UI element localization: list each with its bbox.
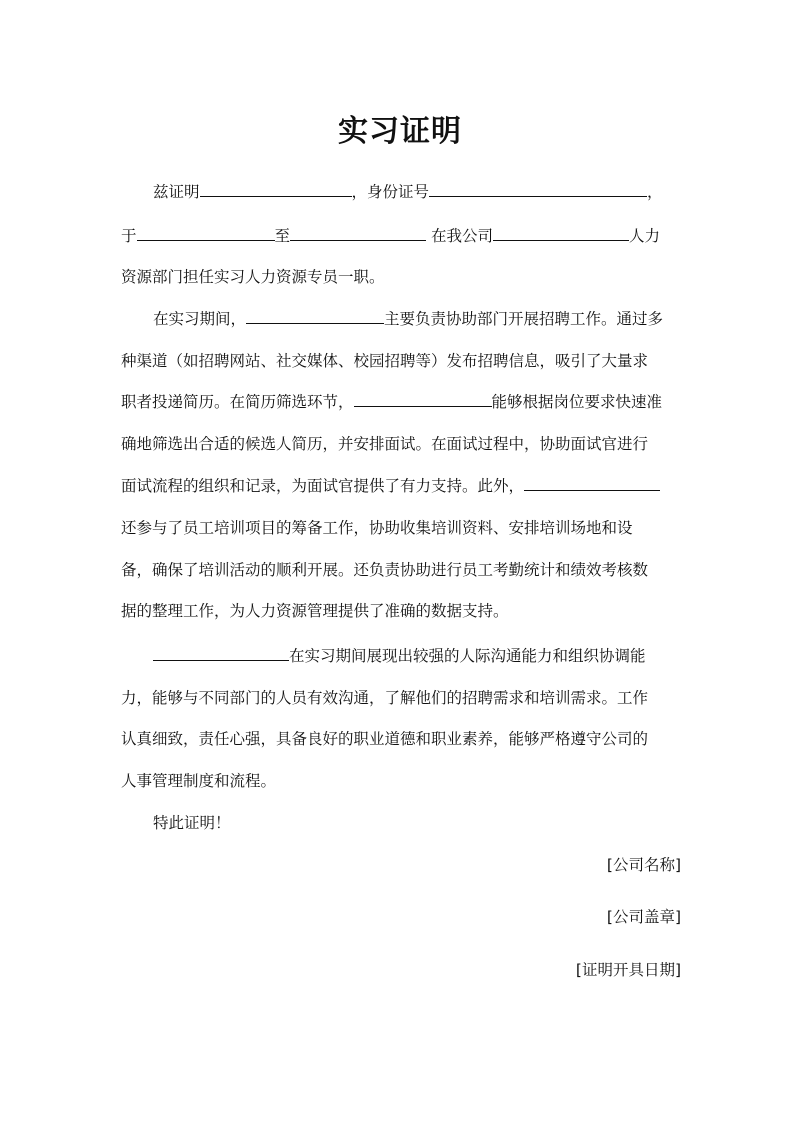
end-date-blank[interactable]	[290, 224, 426, 241]
paragraph-line	[121, 769, 681, 793]
issue-date-placeholder: [证明开具日期]	[575, 961, 681, 979]
text-segment: 特此证明！	[153, 814, 231, 832]
name-blank[interactable]	[153, 644, 289, 661]
paragraph-line	[121, 558, 681, 582]
paragraph-line	[121, 265, 681, 289]
text-segment: 人事管理制度和流程。	[121, 772, 277, 790]
text-segment: 资源部门担任实习人力资源专员一职。	[121, 268, 385, 286]
paragraph-line	[121, 686, 681, 710]
text-segment: 兹证明	[153, 183, 200, 201]
text-segment: 备，确保了培训活动的顺利开展。还负责协助进行员工考勤统计和绩效考核数	[121, 561, 649, 579]
text-segment: 确地筛选出合适的候选人简历，并安排面试。在面试过程中，协助面试官进行	[121, 435, 649, 453]
text-segment: 于	[121, 227, 137, 245]
paragraph-line	[121, 307, 713, 331]
text-segment: 职者投递简历。在简历筛选环节，	[121, 393, 354, 411]
text-segment: ，身份证号	[351, 183, 430, 201]
name-blank[interactable]	[246, 307, 384, 324]
text-segment: 主要负责协助部门开展招聘工作。通过多	[384, 310, 664, 328]
paragraph-line	[121, 224, 681, 248]
paragraph-line	[121, 644, 713, 668]
paragraph-line	[121, 727, 681, 751]
text-segment: 至	[274, 227, 291, 245]
paragraph-line	[121, 599, 681, 623]
text-segment: 在我公司	[426, 227, 493, 245]
page-title: 实习证明	[338, 114, 462, 149]
paragraph-line	[121, 349, 681, 373]
company-name-placeholder: [公司名称]	[606, 856, 681, 874]
text-segment: 在实习期间，	[153, 310, 247, 328]
closing-line	[121, 811, 713, 835]
text-segment: 认真细致，责任心强，具备良好的职业道德和职业素养，能够严格遵守公司的	[121, 730, 649, 748]
text-segment: ，	[647, 183, 663, 201]
text-segment: 能够根据岗位要求快速准	[491, 393, 663, 411]
paragraph-line	[121, 180, 713, 204]
start-date-blank[interactable]	[137, 224, 275, 241]
name-blank[interactable]	[493, 224, 629, 241]
text-segment: 在实习期间展现出较强的人际沟通能力和组织协调能	[289, 647, 646, 665]
text-segment: 还参与了员工培训项目的筹备工作，协助收集培训资料、安排培训场地和设	[121, 519, 633, 537]
text-segment: 面试流程的组织和记录，为面试官提供了有力支持。此外，	[121, 477, 525, 495]
text-segment: 种渠道（如招聘网站、社交媒体、校园招聘等）发布招聘信息，吸引了大量求	[121, 352, 649, 370]
name-blank[interactable]	[524, 474, 660, 491]
company-seal-placeholder: [公司盖章]	[606, 908, 681, 926]
text-segment: 力，能够与不同部门的人员有效沟通，了解他们的招聘需求和培训需求。工作	[121, 689, 649, 707]
name-blank[interactable]	[200, 180, 352, 197]
paragraph-line	[121, 516, 681, 540]
id-number-blank[interactable]	[429, 180, 647, 197]
name-blank[interactable]	[354, 390, 492, 407]
paragraph-line	[121, 390, 681, 414]
text-segment: 据的整理工作，为人力资源管理提供了准确的数据支持。	[121, 602, 509, 620]
paragraph-line	[121, 474, 681, 498]
paragraph-line	[121, 432, 681, 456]
text-segment: 人力	[628, 227, 660, 245]
